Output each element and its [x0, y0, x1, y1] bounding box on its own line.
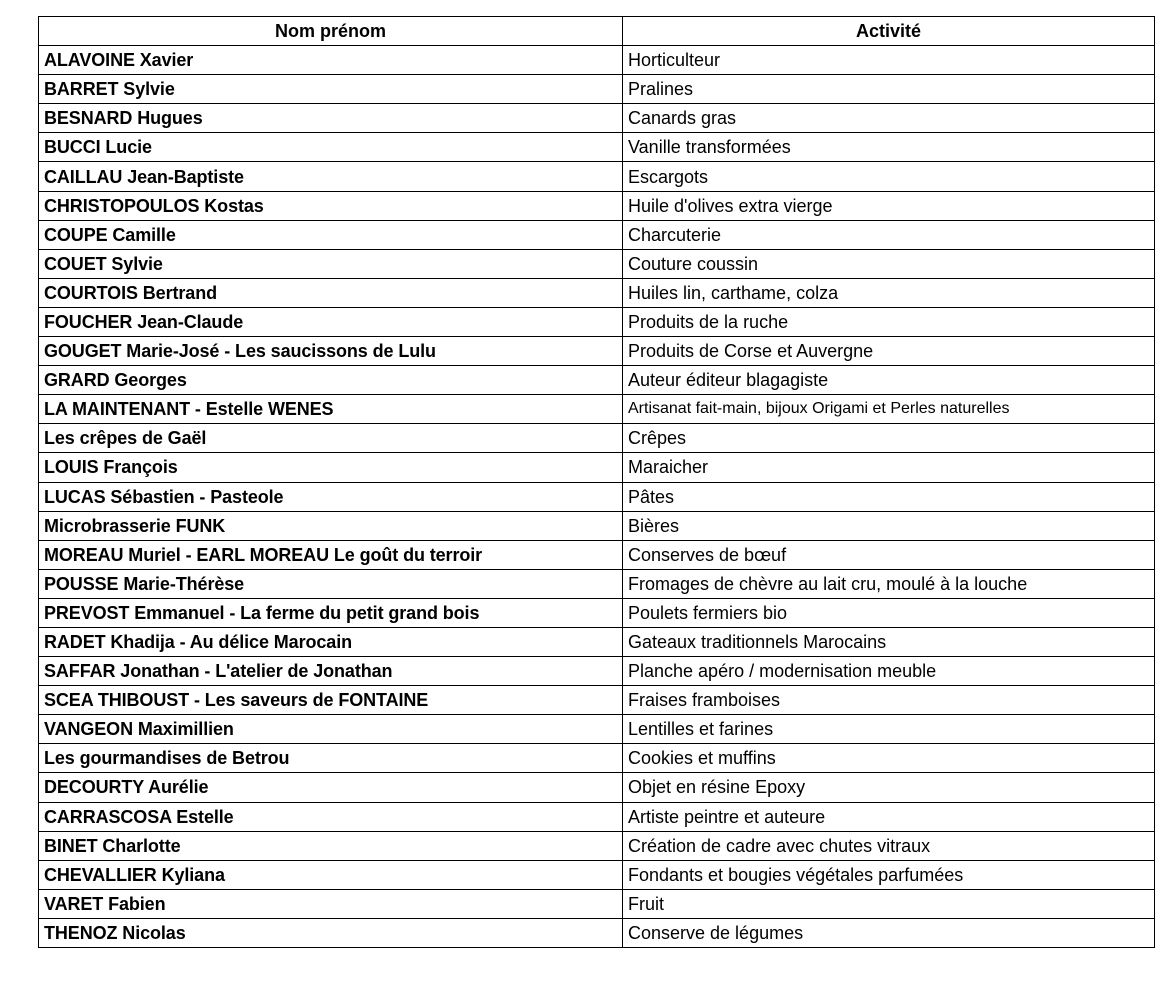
header-row	[39, 17, 1155, 46]
table-row	[39, 278, 1155, 307]
cell-name: BARRET Sylvie	[39, 75, 623, 104]
cell-name: BUCCI Lucie	[39, 133, 623, 162]
table-row	[39, 831, 1155, 860]
cell-activity: Conserves de bœuf	[623, 540, 1155, 569]
cell-name: LA MAINTENANT - Estelle WENES	[39, 395, 623, 424]
cell-name: GOUGET Marie-José - Les saucissons de Lulu	[39, 337, 623, 366]
exhibitor-sheet	[38, 16, 1154, 948]
cell-name: Les gourmandises de Betrou	[39, 744, 623, 773]
cell-activity: Fondants et bougies végétales parfumées	[623, 860, 1155, 889]
cell-activity: Pâtes	[623, 482, 1155, 511]
table-row	[39, 424, 1155, 453]
cell-activity: Produits de la ruche	[623, 307, 1155, 336]
table-row	[39, 249, 1155, 278]
cell-activity: Objet en résine Epoxy	[623, 773, 1155, 802]
table-row	[39, 307, 1155, 336]
exhibitor-table	[38, 16, 1155, 948]
cell-name: CARRASCOSA Estelle	[39, 802, 623, 831]
cell-name: COUPE Camille	[39, 220, 623, 249]
table-row	[39, 191, 1155, 220]
cell-name: POUSSE Marie-Thérèse	[39, 569, 623, 598]
column-header-activity: Activité	[623, 17, 1155, 46]
cell-activity: Artisanat fait-main, bijoux Origami et Perles naturelles	[623, 395, 1155, 424]
table-row	[39, 75, 1155, 104]
table-row	[39, 104, 1155, 133]
cell-activity: Produits de Corse et Auvergne	[623, 337, 1155, 366]
cell-name: Microbrasserie FUNK	[39, 511, 623, 540]
cell-name: MOREAU Muriel - EARL MOREAU Le goût du terroir	[39, 540, 623, 569]
table-row	[39, 482, 1155, 511]
cell-activity: Maraicher	[623, 453, 1155, 482]
cell-name: ALAVOINE Xavier	[39, 46, 623, 75]
table-row	[39, 744, 1155, 773]
table-row	[39, 540, 1155, 569]
cell-activity: Vanille transformées	[623, 133, 1155, 162]
table-row	[39, 337, 1155, 366]
cell-name: Les crêpes de Gaël	[39, 424, 623, 453]
table-row	[39, 453, 1155, 482]
cell-name: BESNARD Hugues	[39, 104, 623, 133]
table-row	[39, 627, 1155, 656]
cell-activity: Pralines	[623, 75, 1155, 104]
cell-name: FOUCHER Jean-Claude	[39, 307, 623, 336]
table-row	[39, 715, 1155, 744]
table-row	[39, 598, 1155, 627]
cell-activity: Cookies et muffins	[623, 744, 1155, 773]
cell-name: DECOURTY Aurélie	[39, 773, 623, 802]
table-row	[39, 133, 1155, 162]
table-row	[39, 511, 1155, 540]
cell-name: LUCAS Sébastien - Pasteole	[39, 482, 623, 511]
table-row	[39, 889, 1155, 918]
table-row	[39, 860, 1155, 889]
table-row	[39, 162, 1155, 191]
cell-activity: Bières	[623, 511, 1155, 540]
cell-activity: Fromages de chèvre au lait cru, moulé à la louche	[623, 569, 1155, 598]
cell-activity: Planche apéro / modernisation meuble	[623, 657, 1155, 686]
cell-activity: Auteur éditeur blagagiste	[623, 366, 1155, 395]
cell-activity: Huile d'olives extra vierge	[623, 191, 1155, 220]
cell-activity: Gateaux traditionnels Marocains	[623, 627, 1155, 656]
cell-activity: Canards gras	[623, 104, 1155, 133]
cell-name: LOUIS François	[39, 453, 623, 482]
cell-activity: Fraises framboises	[623, 686, 1155, 715]
cell-name: VANGEON Maximillien	[39, 715, 623, 744]
table-row	[39, 686, 1155, 715]
cell-activity: Huiles lin, carthame, colza	[623, 278, 1155, 307]
cell-name: SAFFAR Jonathan - L'atelier de Jonathan	[39, 657, 623, 686]
cell-name: COURTOIS Bertrand	[39, 278, 623, 307]
cell-activity: Escargots	[623, 162, 1155, 191]
table-row	[39, 220, 1155, 249]
cell-name: CHEVALLIER Kyliana	[39, 860, 623, 889]
table-row	[39, 918, 1155, 947]
table-body	[39, 46, 1155, 948]
cell-name: PREVOST Emmanuel - La ferme du petit grand bois	[39, 598, 623, 627]
cell-name: COUET Sylvie	[39, 249, 623, 278]
table-row	[39, 569, 1155, 598]
cell-name: RADET Khadija - Au délice Marocain	[39, 627, 623, 656]
table-row	[39, 395, 1155, 424]
cell-name: VARET Fabien	[39, 889, 623, 918]
cell-name: THENOZ Nicolas	[39, 918, 623, 947]
cell-activity: Crêpes	[623, 424, 1155, 453]
cell-activity: Artiste peintre et auteure	[623, 802, 1155, 831]
table-row	[39, 366, 1155, 395]
cell-name: BINET Charlotte	[39, 831, 623, 860]
column-header-name: Nom prénom	[39, 17, 623, 46]
cell-activity: Fruit	[623, 889, 1155, 918]
cell-name: CAILLAU Jean-Baptiste	[39, 162, 623, 191]
cell-activity: Poulets fermiers bio	[623, 598, 1155, 627]
table-row	[39, 773, 1155, 802]
cell-name: GRARD Georges	[39, 366, 623, 395]
cell-activity: Conserve de légumes	[623, 918, 1155, 947]
table-row	[39, 657, 1155, 686]
cell-activity: Charcuterie	[623, 220, 1155, 249]
cell-activity: Horticulteur	[623, 46, 1155, 75]
table-row	[39, 802, 1155, 831]
cell-name: SCEA THIBOUST - Les saveurs de FONTAINE	[39, 686, 623, 715]
cell-activity: Couture coussin	[623, 249, 1155, 278]
table-row	[39, 46, 1155, 75]
cell-activity: Lentilles et farines	[623, 715, 1155, 744]
cell-name: CHRISTOPOULOS Kostas	[39, 191, 623, 220]
cell-activity: Création de cadre avec chutes vitraux	[623, 831, 1155, 860]
